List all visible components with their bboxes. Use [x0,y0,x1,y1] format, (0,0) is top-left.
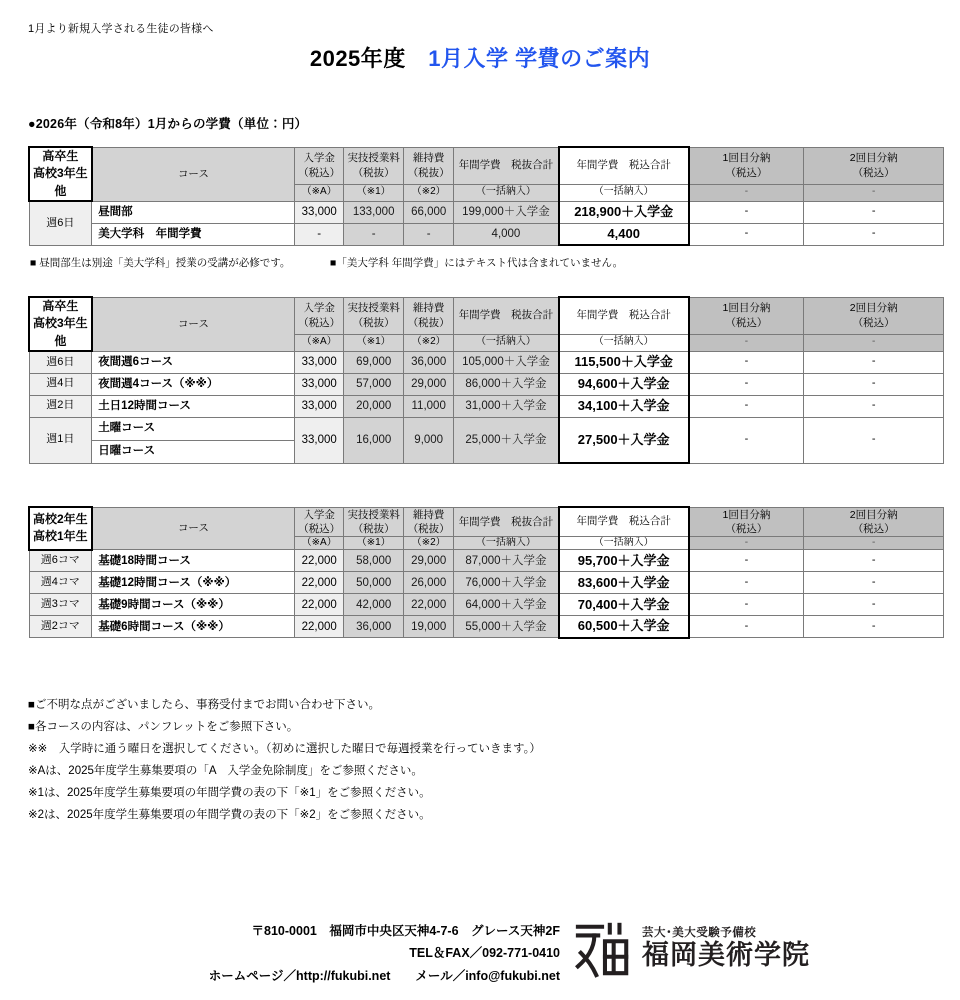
col-header-total-intax: 年間学費 税込合計 [559,147,689,184]
cell-pay1: - [689,351,804,373]
col-header-maintenance-fee: 維持費 （税抜） [404,147,454,184]
cell-entrance-fee: 33,000 [295,201,344,223]
cell-pay2: - [804,616,944,638]
cell-pay1: - [689,223,804,245]
group-label: 週4日 [29,373,92,395]
course-name: 昼間部 [92,201,295,223]
cell-total-extax: 199,000＋入学金 [454,201,559,223]
cell-maintenance-fee: 29,000 [404,550,454,572]
cell-entrance-fee: 22,000 [295,594,344,616]
subheader-pay1-dash: - [689,536,804,550]
table-row [29,616,944,638]
table-row [29,572,944,594]
col-header-total-extax: 年間学費 税抜合計 [454,297,559,334]
cell-practical-fee: 42,000 [344,594,404,616]
group-label: 週2コマ [29,616,92,638]
table-row [29,417,944,440]
group-label: 週4コマ [29,572,92,594]
footer-web-mail: ホームページ／http://fukubi.net メール／info@fukubi.net [208,968,560,983]
cell-total-extax: 4,000 [454,223,559,245]
cell-pay2: - [804,373,944,395]
tuition-table-3 [28,506,944,639]
table-header-row [29,507,944,536]
course-name: 美大学科 年間学費 [92,223,295,245]
col-header-maintenance-fee: 維持費 （税抜） [404,297,454,334]
cell-pay1: - [689,572,804,594]
col-header-pay1: 1回目分納 （税込） [689,297,804,334]
cell-total-intax: 218,900＋入学金 [559,201,689,223]
col-header-total-extax: 年間学費 税抜合計 [454,147,559,184]
footnote-item: ※1は、2025年度学生募集要項の年間学費の表の下「※1」をご参照ください。 [28,787,431,800]
cell-total-intax: 95,700＋入学金 [559,550,689,572]
course-name: 夜間週4コース（※※） [92,373,295,395]
cell-pay1: - [689,594,804,616]
cell-pay1: - [689,201,804,223]
cell-practical-fee: 57,000 [344,373,404,395]
course-name: 基礎9時間コース（※※） [92,594,295,616]
cell-pay1: - [689,616,804,638]
course-name: 基礎12時間コース（※※） [92,572,295,594]
cell-maintenance-fee: 9,000 [404,417,454,463]
cell-total-extax: 76,000＋入学金 [454,572,559,594]
footer-contact-block [150,920,560,987]
col-header-pay1: 1回目分納 （税込） [689,507,804,536]
subheader-ref-2: （※2） [404,184,454,201]
subheader-pay2-dash: - [804,184,944,201]
subheader-pay2-dash: - [804,334,944,351]
col-header-entrance-fee: 入学金 （税込） [295,507,344,536]
cell-pay1: - [689,395,804,417]
col-header-entrance-fee: 入学金 （税込） [295,147,344,184]
table-row [29,373,944,395]
cell-pay2: - [804,550,944,572]
cell-entrance-fee: 33,000 [295,417,344,463]
cell-practical-fee: 69,000 [344,351,404,373]
col-header-total-intax: 年間学費 税込合計 [559,507,689,536]
cell-total-extax: 105,000＋入学金 [454,351,559,373]
cell-entrance-fee: 33,000 [295,351,344,373]
col-header-practical-fee: 実技授業料 （税抜） [344,297,404,334]
footnote-item: ※2は、2025年度学生募集要項の年間学費の表の下「※2」をご参照ください。 [28,809,431,822]
cell-pay2: - [804,351,944,373]
cell-total-extax: 87,000＋入学金 [454,550,559,572]
cell-maintenance-fee: 22,000 [404,594,454,616]
col-header-pay2: 2回目分納 （税込） [804,297,944,334]
subheader-ref-a: （※A） [295,334,344,351]
group-label: 週1日 [29,417,92,463]
subheader-pay2-dash: - [804,536,944,550]
table-row [29,351,944,373]
table-row [29,201,944,223]
subheader-ref-a: （※A） [295,536,344,550]
cell-pay2: - [804,594,944,616]
cell-maintenance-fee: - [404,223,454,245]
cell-entrance-fee: 22,000 [295,550,344,572]
cell-pay1: - [689,550,804,572]
cell-maintenance-fee: 26,000 [404,572,454,594]
cell-total-intax: 4,400 [559,223,689,245]
group-label: 週6日 [29,351,92,373]
cell-total-intax: 83,600＋入学金 [559,572,689,594]
fukubi-logo-icon [575,920,633,978]
footnote-item: ※※ 入学時に通う曜日を選択してください。（初めに選択した曜日で毎週授業を行っていきます。） [28,743,541,756]
table-row [29,223,944,245]
course-name: 土曜コース [92,417,295,440]
cell-entrance-fee: 22,000 [295,616,344,638]
cell-practical-fee: 20,000 [344,395,404,417]
cell-practical-fee: 36,000 [344,616,404,638]
tuition-table-2 [28,296,944,464]
subheader-lump-extax: （一括納入） [454,536,559,550]
subheader-ref-2: （※2） [404,536,454,550]
footer-address: 〒810-0001 福岡市中央区天神4-7-6 グレース天神2F [251,924,560,938]
cell-total-extax: 64,000＋入学金 [454,594,559,616]
course-name: 夜間週6コース [92,351,295,373]
group-label: 週6日 [29,201,92,245]
logo-subtitle: 芸大･美大受験予備校 [642,926,757,939]
footnote-item: ※Aは、2025年度学生募集要項の「A 入学金免除制度」をご参照ください。 [28,765,423,778]
cell-practical-fee: 50,000 [344,572,404,594]
course-name: 基礎6時間コース（※※） [92,616,295,638]
cell-practical-fee: - [344,223,404,245]
group-label: 週3コマ [29,594,92,616]
footnotes-block [28,694,541,826]
col-header-course: コース [92,297,295,351]
table-row [29,594,944,616]
cell-entrance-fee: 22,000 [295,572,344,594]
footnote-item: ■ご不明な点がございましたら、事務受付までお問い合わせ下さい。 [28,699,380,711]
col-header-pay2: 2回目分納 （税込） [804,147,944,184]
subheader-lump-extax: （一括納入） [454,184,559,201]
subheader-pay1-dash: - [689,184,804,201]
cell-total-intax: 60,500＋入学金 [559,616,689,638]
cell-entrance-fee: 33,000 [295,395,344,417]
course-name: 日曜コース [92,440,295,463]
table-row [29,550,944,572]
table-note-2: ■「美大学科 年間学費」にはテキスト代は含まれていません。 [330,257,624,269]
corner-label: 高卒生 高校3年生 他 [29,297,92,351]
cell-maintenance-fee: 19,000 [404,616,454,638]
cell-pay2: - [804,201,944,223]
col-header-total-extax: 年間学費 税抜合計 [454,507,559,536]
col-header-course: コース [92,507,295,550]
cell-maintenance-fee: 66,000 [404,201,454,223]
col-header-pay1: 1回目分納 （税込） [689,147,804,184]
col-header-practical-fee: 実技授業料 （税抜） [344,147,404,184]
cell-pay1: - [689,417,804,463]
group-label: 週6コマ [29,550,92,572]
col-header-total-intax: 年間学費 税込合計 [559,297,689,334]
cell-practical-fee: 58,000 [344,550,404,572]
cell-pay2: - [804,395,944,417]
cell-total-intax: 94,600＋入学金 [559,373,689,395]
page-title-black: 2025年度 [309,46,429,71]
course-name: 基礎18時間コース [92,550,295,572]
subheader-lump-intax: （一括納入） [559,334,689,351]
school-logo [575,920,810,978]
cell-total-extax: 86,000＋入学金 [454,373,559,395]
cell-total-extax: 31,000＋入学金 [454,395,559,417]
subheader-ref-1: （※1） [344,334,404,351]
cell-pay1: - [689,373,804,395]
cell-pay2: - [804,572,944,594]
corner-label: 高校2年生 高校1年生 [29,507,92,550]
subheader-ref-1: （※1） [344,536,404,550]
footnote-item: ■各コースの内容は、パンフレットをご参照下さい。 [28,721,299,734]
section-heading: ●2026年（令和8年）1月からの学費（単位：円） [28,117,308,131]
col-header-pay2: 2回目分納 （税込） [804,507,944,536]
logo-text-block [642,927,810,971]
cell-total-extax: 25,000＋入学金 [454,417,559,463]
subheader-pay1-dash: - [689,334,804,351]
cell-practical-fee: 133,000 [344,201,404,223]
col-header-course: コース [92,147,295,201]
cell-total-intax: 27,500＋入学金 [559,417,689,463]
cell-maintenance-fee: 36,000 [404,351,454,373]
cell-total-intax: 34,100＋入学金 [559,395,689,417]
logo-school-name: 福岡美術学院 [642,940,810,971]
col-header-entrance-fee: 入学金 （税込） [295,297,344,334]
col-header-maintenance-fee: 維持費 （税抜） [404,507,454,536]
course-name: 土日12時間コース [92,395,295,417]
subheader-lump-intax: （一括納入） [559,184,689,201]
cell-entrance-fee: - [295,223,344,245]
cell-entrance-fee: 33,000 [295,373,344,395]
subheader-ref-1: （※1） [344,184,404,201]
subheader-ref-a: （※A） [295,184,344,201]
page-title [0,42,960,73]
cell-maintenance-fee: 11,000 [404,395,454,417]
tuition-table-1 [28,146,944,246]
subheader-lump-extax: （一括納入） [454,334,559,351]
col-header-practical-fee: 実技授業料 （税抜） [344,507,404,536]
cell-total-intax: 70,400＋入学金 [559,594,689,616]
subheader-ref-2: （※2） [404,334,454,351]
table-row [29,395,944,417]
group-label: 週2日 [29,395,92,417]
table-header-row [29,147,944,184]
cell-pay2: - [804,223,944,245]
cell-maintenance-fee: 29,000 [404,373,454,395]
cell-pay2: - [804,417,944,463]
page-title-blue: 1月入学 学費のご案内 [428,46,651,71]
cell-practical-fee: 16,000 [344,417,404,463]
subheader-lump-intax: （一括納入） [559,536,689,550]
cell-total-extax: 55,000＋入学金 [454,616,559,638]
lead-text: 1月より新規入学される生徒の皆様へ [28,23,214,35]
footer-telephone: TEL＆FAX／092-771-0410 [409,946,560,961]
table-header-row [29,297,944,334]
cell-total-intax: 115,500＋入学金 [559,351,689,373]
table-note-1: ■ 昼間部生は別途「美大学科」授業の受講が必修です。 [30,257,291,269]
corner-label: 高卒生 高校3年生 他 [29,147,92,201]
